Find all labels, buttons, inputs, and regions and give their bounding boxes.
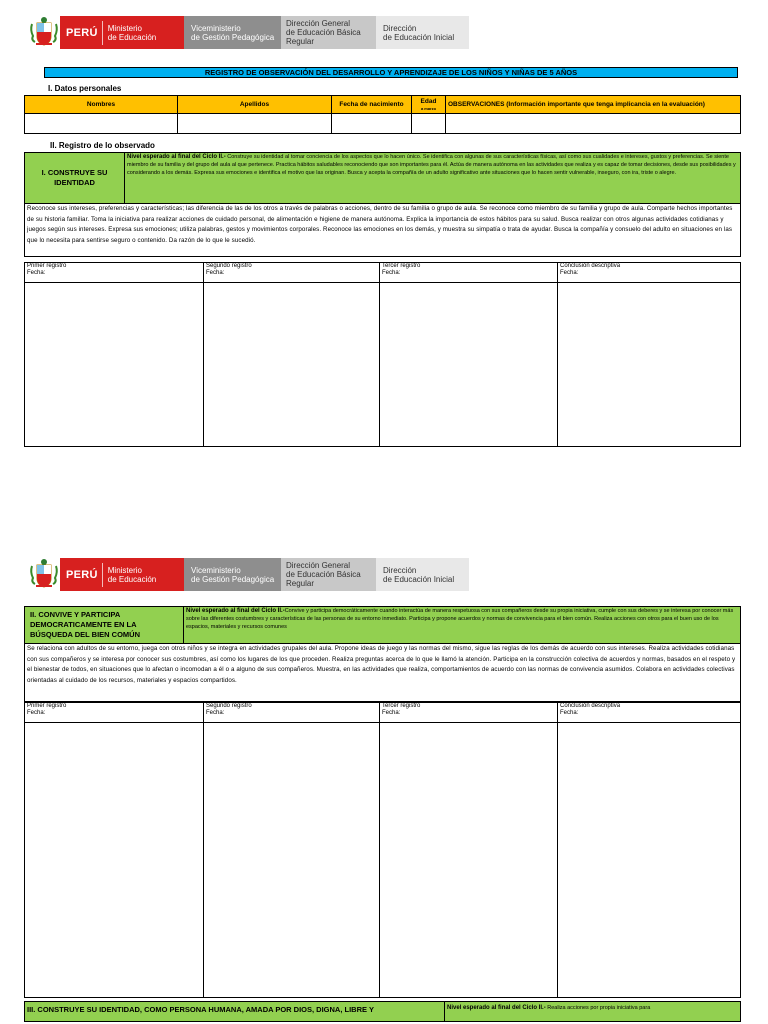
registro-1-table	[24, 262, 741, 447]
vice-line2: de Gestión Pedagógica	[191, 574, 275, 584]
conclusion-header	[558, 263, 741, 283]
header-banner	[28, 16, 469, 49]
observaciones-field[interactable]	[446, 114, 741, 134]
competencia-3-nivel	[445, 1002, 741, 1022]
nivel-3-text: Realiza acciones por propia iniciativa para	[545, 1005, 651, 1011]
fecha-nacimiento-field[interactable]	[332, 114, 412, 134]
competencia-1-label: I. CONSTRUYE SU IDENTIDAD	[25, 153, 125, 204]
direccion-block	[376, 16, 469, 49]
primer-registro-area[interactable]	[25, 283, 204, 447]
conclusion-label: Conclusión descriptiva	[560, 263, 621, 269]
dg-line3: Regular	[286, 579, 315, 588]
tercer-registro-area[interactable]	[380, 283, 558, 447]
coat-of-arms-icon	[28, 16, 60, 49]
dg-line1: Dirección General	[286, 561, 351, 570]
segundo-registro-label: Segundo registro	[206, 703, 252, 709]
vice-line1: Viceministerio	[191, 23, 241, 33]
registro-heading: II. Registro de lo observado	[50, 141, 155, 150]
direccion-block	[376, 558, 469, 591]
dg-line2: de Educación Básica	[286, 28, 361, 37]
primer-registro-label: Primer registro	[27, 703, 67, 709]
direccion-general-block	[281, 16, 376, 49]
conclusion-label: Conclusión descriptiva	[560, 703, 621, 709]
ministerio-line1: Ministerio	[107, 565, 142, 575]
peru-label: PERÚ	[66, 568, 98, 581]
fecha-label: Fecha:	[206, 270, 225, 276]
segundo-registro-label: Segundo registro	[206, 263, 252, 269]
dg-line1: Dirección General	[286, 19, 351, 28]
nivel-2-title: Nivel esperado al final del Ciclo II.-	[186, 608, 285, 614]
registro-2-table	[24, 702, 741, 998]
peru-label: PERÚ	[66, 26, 98, 39]
primer-registro-label: Primer registro	[27, 263, 67, 269]
dir-line1: Dirección	[383, 23, 417, 33]
col-fecha-nacimiento: Fecha de nacimiento	[332, 96, 412, 114]
apellidos-field[interactable]	[178, 114, 332, 134]
col-nombres: Nombres	[25, 96, 178, 114]
dir-line1: Dirección	[383, 565, 417, 575]
segundo-registro-area[interactable]	[204, 723, 380, 998]
competencia-2-description: Se relaciona con adultos de su entorno, juega con otros niños y se integra en actividades grupales del aula. Propone ideas de juego y las normas del mismo, sigue las reglas de los demás de acuerdo con sus intereses. Realiza actividades cotidianas con sus compañeros y se interesa por conocer sus costumbres, así como los lugares de los que proceden. Realiza preguntas acerca de lo que le llamó la atención. Participa en la construcción colectiva de acuerdos y normas, basados en el respeto y el bienestar de todos, en situaciones que lo afectan o incomodan a él o a alguno de sus compañeros. Muestra, en las actividades que realiza, comportamientos de acuerdo con las normas de convivencia asumidos. Colabora en actividades colectivas orientadas al cuidado de los recursos, materiales y espacios compartidos.	[25, 644, 741, 702]
nombres-field[interactable]	[25, 114, 178, 134]
primer-registro-header	[25, 263, 204, 283]
tercer-registro-header	[380, 703, 558, 723]
nivel-1-text: Construye su identidad al tomar conciencia de los aspectos que lo hacen único. Se identifica con algunas de sus características físicas, así como sus cualidades e intereses, gustos y preferencias. Se siente miembro de su familia y del grupo del aula al que pertenece. Practica hábitos saludables reconociendo que son importantes para él. Actúa de manera autónoma en las actividades que realiza y es capaz de tomar decisiones, desde sus posibilidades y considerando a los demás. Expresa sus emociones e identifica el motivo que las originan. Busca y acepta la compañía de un adulto significativo ante situaciones que lo hacen sentir vulnerable, inseguro, con ira, triste o alegre.	[127, 154, 736, 176]
segundo-registro-header	[204, 263, 380, 283]
fecha-label: Fecha:	[27, 270, 46, 276]
document-title: REGISTRO DE OBSERVACIÓN DEL DESARROLLO Y APRENDIZAJE DE LOS NIÑOS Y NIÑAS DE 5 AÑOS	[44, 67, 738, 78]
fecha-label: Fecha:	[560, 270, 579, 276]
edad-label: Edad	[420, 97, 437, 105]
dir-line2: de Educación Inicial	[383, 574, 455, 584]
fecha-label: Fecha:	[382, 270, 401, 276]
competencia-1-nivel	[125, 153, 741, 204]
datos-personales-table	[24, 95, 741, 134]
ministerio-block	[60, 16, 184, 49]
tercer-registro-label: Tercer registro	[382, 703, 421, 709]
nivel-2-text: Convive y participa democráticamente cuando interactúa de manera respetuosa con sus compañeros desde su propia iniciativa, cumple con sus deberes y se interesa por conocer más sobre las diferentes costumbres y características de las personas de su entorno inmediato. Participa y propone acuerdos y normas de convivencia para el bien común. Realiza acciones con otros para el buen uso de los espacios, materiales y recursos comunes	[186, 608, 734, 630]
dir-line2: de Educación Inicial	[383, 32, 455, 42]
edad-field[interactable]	[412, 114, 446, 134]
dg-line2: de Educación Básica	[286, 570, 361, 579]
dg-line3: Regular	[286, 37, 315, 46]
coat-of-arms-icon	[28, 558, 60, 591]
viceministerio-block	[184, 558, 281, 591]
ministerio-block	[60, 558, 184, 591]
fecha-label: Fecha:	[382, 710, 401, 716]
ministerio-line2: de Educación	[107, 574, 157, 584]
direccion-general-block	[281, 558, 376, 591]
conclusion-header	[558, 703, 741, 723]
primer-registro-area[interactable]	[25, 723, 204, 998]
col-observaciones: OBSERVACIONES (Información importante que tenga implicancia en la evaluación)	[446, 96, 741, 114]
conclusion-area[interactable]	[558, 723, 741, 998]
competencia-3-label: III. CONSTRUYE SU IDENTIDAD, COMO PERSONA HUMANA, AMADA POR DIOS, DIGNA, LIBRE Y	[25, 1002, 445, 1022]
edad-sub-label: a marzo	[420, 105, 437, 111]
ministerio-line1: Ministerio	[107, 23, 142, 33]
tercer-registro-header	[380, 263, 558, 283]
header-banner-2	[28, 558, 469, 591]
tercer-registro-label: Tercer registro	[382, 263, 421, 269]
competencia-1-description: Reconoce sus intereses, preferencias y características; las diferencia de las de los otros a través de palabras o acciones, dentro de su familia o grupo de aula. Se reconoce como miembro de su familia y grupo de aula. Comparte hechos importantes de su historia familiar. Toma la iniciativa para realizar acciones de cuidado personal, de alimentación e higiene de manera autónoma. Explica la importancia de estos hábitos para su salud. Busca realizar con otros algunas actividades cotidianas y juegos según sus intereses. Expresa sus emociones; utiliza palabras, gestos y movimientos corporales. Reconoce las emociones en los demás, y muestra su simpatía o trata de ayudar. Busca la compañía y consuelo del adulto en situaciones en las que lo necesita para sentirse seguro o contenido. Da razón de lo que le sucedió.	[25, 204, 741, 257]
nivel-1-title: Nivel esperado al final del Ciclo II.-	[127, 154, 226, 160]
primer-registro-header	[25, 703, 204, 723]
viceministerio-block	[184, 16, 281, 49]
vice-line2: de Gestión Pedagógica	[191, 32, 275, 42]
vice-line1: Viceministerio	[191, 565, 241, 575]
tercer-registro-area[interactable]	[380, 723, 558, 998]
fecha-label: Fecha:	[206, 710, 225, 716]
col-edad	[412, 96, 446, 114]
segundo-registro-header	[204, 703, 380, 723]
competencia-3-table	[24, 1001, 741, 1022]
col-apellidos: Apellidos	[178, 96, 332, 114]
fecha-label: Fecha:	[560, 710, 579, 716]
ministerio-line2: de Educación	[107, 32, 157, 42]
segundo-registro-area[interactable]	[204, 283, 380, 447]
datos-personales-heading: I. Datos personales	[48, 84, 122, 93]
competencia-2-label: II. CONVIVE Y PARTICIPA DEMOCRATICAMENTE EN LA BÚSQUEDA DEL BIEN COMÚN	[25, 607, 184, 644]
nivel-3-title: Nivel esperado al final del Ciclo II.-	[447, 1005, 546, 1011]
conclusion-area[interactable]	[558, 283, 741, 447]
competencia-2-table	[24, 606, 741, 702]
fecha-label: Fecha:	[27, 710, 46, 716]
competencia-2-nivel	[184, 607, 741, 644]
competencia-1-table	[24, 152, 741, 257]
